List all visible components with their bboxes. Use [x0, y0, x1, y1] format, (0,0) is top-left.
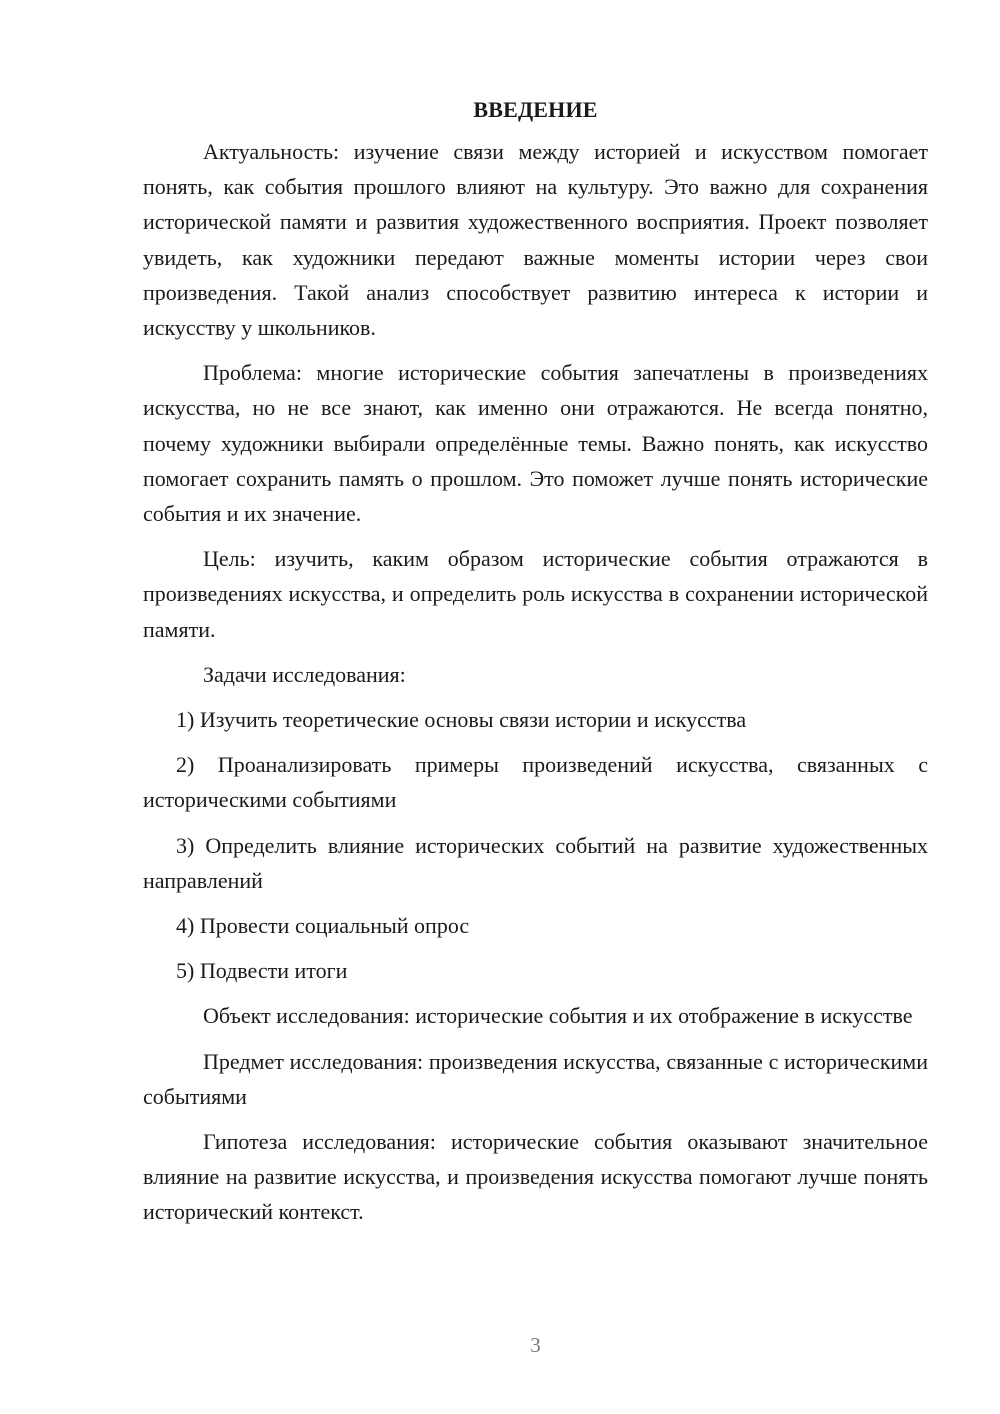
tasks-heading: Задачи исследования: [203, 661, 406, 687]
paragraph-object: Объект исследования: исторические события и их отображение в искусстве [203, 1003, 913, 1029]
paragraph-subject: Предмет исследования: произведения искусства, связанные с историческими событиями [143, 1048, 928, 1109]
paragraph-problem: Проблема: многие исторические события запечатлены в произведениях искусства, но не все знают, как именно они отражаются. Не всегда понятно, почему художники выбирали определённые темы. Важно понять, как искусство помогает сохранить память о прошлом. Это поможет лучше понять исторические события и их значение. [143, 360, 928, 527]
task-item-1: 1) Изучить теоретические основы связи истории и искусства [176, 707, 747, 733]
task-item-2: 2) Проанализировать примеры произведений искусства, связанных с историческими событиями [143, 752, 928, 813]
paragraph-hypothesis: Гипотеза исследования: исторические события оказывают значительное влияние на развитие искусства, и произведения искусства помогают лучше понять исторический контекст. [143, 1129, 928, 1225]
paragraph-relevance: Актуальность: изучение связи между историей и искусством помогает понять, как события прошлого влияют на культуру. Это важно для сохранения исторической памяти и развития художественного восприятия. Проект позволяет увидеть, как художники передают важные моменты истории через свои произведения. Такой анализ способствует развитию интереса к истории и искусству у школьников. [143, 139, 928, 341]
page-number: 3 [530, 1333, 541, 1357]
task-item-5: 5) Подвести итоги [176, 958, 348, 984]
task-item-4: 4) Провести социальный опрос [176, 913, 470, 939]
paragraph-goal: Цель: изучить, каким образом исторические события отражаются в произведениях искусства, и определить роль искусства в сохранении исторической памяти. [143, 546, 928, 642]
page-title: ВВЕДЕНИЕ [473, 97, 598, 122]
document-body [143, 92, 928, 1230]
task-item-3: 3) Определить влияние исторических событий на развитие художественных направлений [143, 832, 928, 893]
